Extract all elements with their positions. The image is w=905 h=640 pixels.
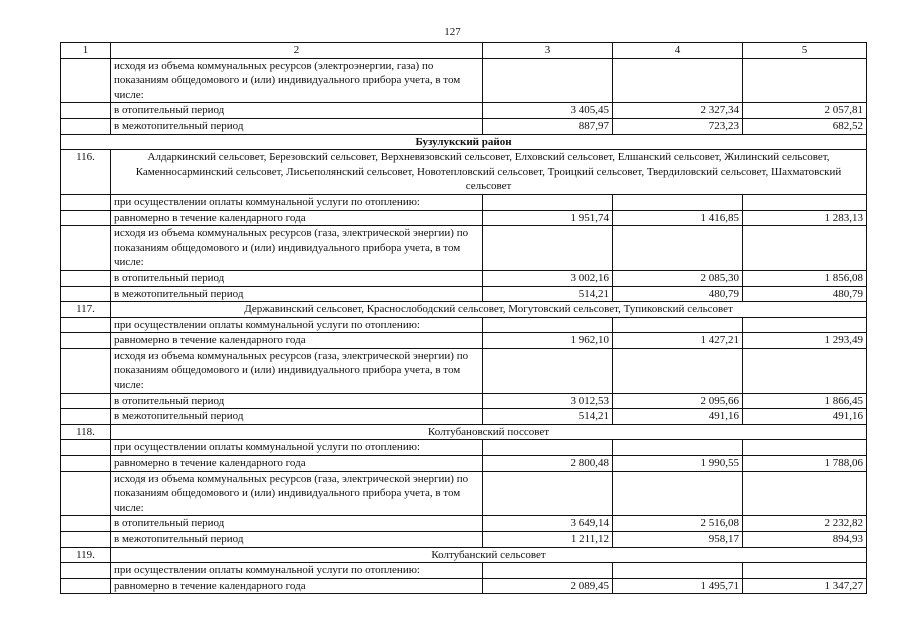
- row-number: [61, 210, 111, 226]
- value-cell: 514,21: [483, 286, 613, 302]
- table-row: [61, 348, 867, 393]
- table-row: [61, 317, 867, 333]
- table-row: [61, 333, 867, 349]
- value-cell: [743, 226, 867, 271]
- value-cell: [743, 348, 867, 393]
- row-number: [61, 456, 111, 472]
- region-title: Бузулукский район: [61, 134, 867, 150]
- row-description: в межотопительный период: [111, 409, 483, 425]
- table-row: [61, 547, 867, 563]
- row-number: [61, 58, 111, 103]
- row-number: 116.: [61, 150, 111, 195]
- row-description: равномерно в течение календарного года: [111, 333, 483, 349]
- table-row: [61, 58, 867, 103]
- value-cell: 2 800,48: [483, 456, 613, 472]
- row-number: [61, 194, 111, 210]
- table-row: [61, 226, 867, 271]
- table-row: [61, 578, 867, 594]
- table-row: [61, 471, 867, 516]
- value-cell: [483, 563, 613, 579]
- value-cell: [743, 563, 867, 579]
- table-row: [61, 118, 867, 134]
- row-description: исходя из объема коммунальных ресурсов (газа, электрической энергии) по показаниям общедомового и (или) индивидуального прибора учета, в том числе:: [111, 226, 483, 271]
- table-row: [61, 286, 867, 302]
- value-cell: [483, 58, 613, 103]
- locality-names: Колтубановский поссовет: [111, 424, 867, 440]
- row-description: в отопительный период: [111, 516, 483, 532]
- value-cell: [483, 226, 613, 271]
- value-cell: 1 293,49: [743, 333, 867, 349]
- row-number: [61, 348, 111, 393]
- locality-names: Колтубанский сельсовет: [111, 547, 867, 563]
- value-cell: [613, 317, 743, 333]
- table-row: [61, 134, 867, 150]
- row-number: [61, 563, 111, 579]
- value-cell: 1 788,06: [743, 456, 867, 472]
- table-row: [61, 516, 867, 532]
- row-number: [61, 118, 111, 134]
- value-cell: [613, 194, 743, 210]
- value-cell: 480,79: [743, 286, 867, 302]
- value-cell: 2 327,34: [613, 103, 743, 119]
- table-row: [61, 424, 867, 440]
- value-cell: [483, 194, 613, 210]
- table-row: [61, 532, 867, 548]
- value-cell: 682,52: [743, 118, 867, 134]
- table-body: [61, 58, 867, 594]
- value-cell: 1 427,21: [613, 333, 743, 349]
- header-cell-2: 2: [111, 43, 483, 59]
- row-description: при осуществлении оплаты коммунальной услуги по отоплению:: [111, 563, 483, 579]
- row-number: [61, 409, 111, 425]
- table-row: [61, 563, 867, 579]
- row-description: в отопительный период: [111, 103, 483, 119]
- value-cell: [613, 563, 743, 579]
- value-cell: [613, 440, 743, 456]
- value-cell: [613, 58, 743, 103]
- value-cell: 958,17: [613, 532, 743, 548]
- locality-names: Алдаркинский сельсовет, Березовский сельсовет, Верхневязовский сельсовет, Елховский сельсовет, Елшанский сельсовет, Жилинский сельсовет, Каменносарминский сельсовет, Лисьеполянский сельсовет, Новотепловский сельсовет, Троицкий сельсовет, Твердиловский сельсовет, Шахматовский сельсовет: [111, 150, 867, 195]
- value-cell: [483, 317, 613, 333]
- value-cell: 1 211,12: [483, 532, 613, 548]
- value-cell: [743, 471, 867, 516]
- value-cell: 2 095,66: [613, 393, 743, 409]
- table-header-row: [61, 43, 867, 59]
- row-description: равномерно в течение календарного года: [111, 456, 483, 472]
- table-row: [61, 302, 867, 318]
- row-number: [61, 286, 111, 302]
- value-cell: 1 416,85: [613, 210, 743, 226]
- value-cell: 514,21: [483, 409, 613, 425]
- row-description: в межотопительный период: [111, 286, 483, 302]
- row-description: в межотопительный период: [111, 118, 483, 134]
- header-cell-3: 3: [483, 43, 613, 59]
- value-cell: [483, 471, 613, 516]
- row-number: [61, 103, 111, 119]
- row-description: при осуществлении оплаты коммунальной услуги по отоплению:: [111, 317, 483, 333]
- table-row: [61, 409, 867, 425]
- value-cell: 2 232,82: [743, 516, 867, 532]
- value-cell: 723,23: [613, 118, 743, 134]
- value-cell: [743, 194, 867, 210]
- value-cell: 480,79: [613, 286, 743, 302]
- row-number: [61, 270, 111, 286]
- table-row: [61, 456, 867, 472]
- value-cell: [613, 348, 743, 393]
- row-description: равномерно в течение календарного года: [111, 578, 483, 594]
- row-number: [61, 393, 111, 409]
- value-cell: 3 649,14: [483, 516, 613, 532]
- row-number: [61, 226, 111, 271]
- tariff-table: [60, 42, 867, 594]
- row-number: [61, 578, 111, 594]
- value-cell: 1 495,71: [613, 578, 743, 594]
- row-description: в отопительный период: [111, 393, 483, 409]
- row-number: [61, 471, 111, 516]
- value-cell: [743, 440, 867, 456]
- value-cell: 1 962,10: [483, 333, 613, 349]
- header-cell-5: 5: [743, 43, 867, 59]
- row-description: исходя из объема коммунальных ресурсов (газа, электрической энергии) по показаниям общедомового и (или) индивидуального прибора учета, в том числе:: [111, 471, 483, 516]
- value-cell: [483, 348, 613, 393]
- value-cell: 1 856,08: [743, 270, 867, 286]
- value-cell: 2 085,30: [613, 270, 743, 286]
- row-number: [61, 516, 111, 532]
- row-number: [61, 440, 111, 456]
- row-number: [61, 532, 111, 548]
- row-description: при осуществлении оплаты коммунальной услуги по отоплению:: [111, 194, 483, 210]
- value-cell: 491,16: [743, 409, 867, 425]
- table-row: [61, 103, 867, 119]
- value-cell: 1 951,74: [483, 210, 613, 226]
- value-cell: 1 283,13: [743, 210, 867, 226]
- value-cell: [613, 471, 743, 516]
- value-cell: 887,97: [483, 118, 613, 134]
- table-row: [61, 210, 867, 226]
- value-cell: [613, 226, 743, 271]
- value-cell: 2 057,81: [743, 103, 867, 119]
- row-number: [61, 333, 111, 349]
- value-cell: 3 405,45: [483, 103, 613, 119]
- row-number: 117.: [61, 302, 111, 318]
- value-cell: 2 089,45: [483, 578, 613, 594]
- table-row: [61, 194, 867, 210]
- value-cell: 1 990,55: [613, 456, 743, 472]
- row-description: исходя из объема коммунальных ресурсов (электроэнергии, газа) по показаниям общедомового и (или) индивидуального прибора учета, в том числе:: [111, 58, 483, 103]
- table-row: [61, 440, 867, 456]
- page-number: 127: [444, 26, 461, 38]
- value-cell: [743, 317, 867, 333]
- value-cell: [483, 440, 613, 456]
- value-cell: [743, 58, 867, 103]
- value-cell: 3 002,16: [483, 270, 613, 286]
- header-cell-1: 1: [61, 43, 111, 59]
- locality-names: Державинский сельсовет, Краснослободский сельсовет, Могутовский сельсовет, Тупиковский сельсовет: [111, 302, 867, 318]
- row-description: в межотопительный период: [111, 532, 483, 548]
- value-cell: 491,16: [613, 409, 743, 425]
- value-cell: 2 516,08: [613, 516, 743, 532]
- value-cell: 3 012,53: [483, 393, 613, 409]
- row-number: 118.: [61, 424, 111, 440]
- value-cell: 1 347,27: [743, 578, 867, 594]
- row-description: равномерно в течение календарного года: [111, 210, 483, 226]
- table-row: [61, 150, 867, 195]
- row-number: 119.: [61, 547, 111, 563]
- row-description: в отопительный период: [111, 270, 483, 286]
- value-cell: 894,93: [743, 532, 867, 548]
- row-description: при осуществлении оплаты коммунальной услуги по отоплению:: [111, 440, 483, 456]
- header-cell-4: 4: [613, 43, 743, 59]
- row-description: исходя из объема коммунальных ресурсов (газа, электрической энергии) по показаниям общедомового и (или) индивидуального прибора учета, в том числе:: [111, 348, 483, 393]
- row-number: [61, 317, 111, 333]
- value-cell: 1 866,45: [743, 393, 867, 409]
- table-row: [61, 393, 867, 409]
- table-row: [61, 270, 867, 286]
